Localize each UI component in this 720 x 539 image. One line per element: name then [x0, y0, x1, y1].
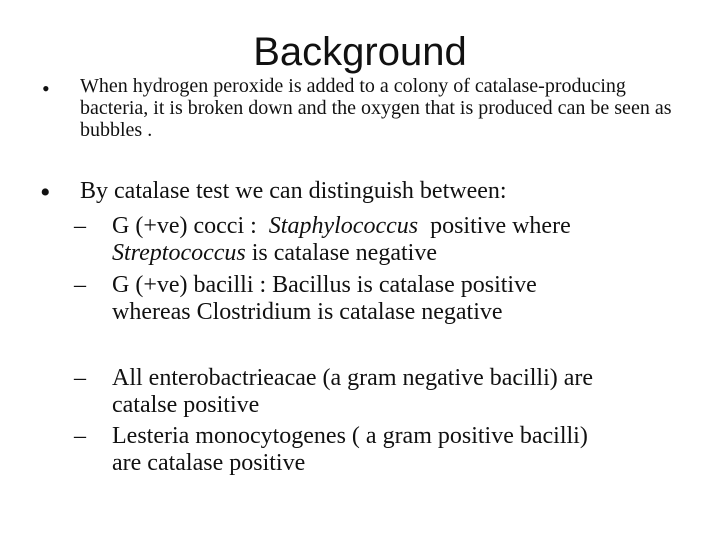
subitem-prefix: G (+ve) cocci : — [112, 213, 269, 239]
bullet-text: By catalase test we can distinguish between: — [80, 178, 507, 204]
subitem-text — [112, 213, 692, 267]
dash-icon: – — [74, 213, 86, 239]
dash-icon: – — [74, 272, 86, 298]
slide-title: Background — [253, 30, 467, 74]
subitem-line2: whereas Clostridium is catalase negative — [112, 299, 503, 325]
genus-streptococcus: Streptococcus — [112, 240, 246, 266]
subitem-line1: Lesteria monocytogenes ( a gram positive bacilli) — [112, 423, 588, 449]
subitem-line1: All enterobactrieacae (a gram negative bacilli) are — [112, 365, 594, 391]
subitem-suffix: is catalase negative — [245, 240, 437, 266]
bullet-icon: • — [40, 176, 51, 209]
dash-icon: – — [74, 365, 86, 391]
subitem-middle: positive where — [418, 213, 577, 239]
subitem-text — [112, 365, 692, 419]
dash-icon: – — [74, 423, 86, 449]
subitem-line1: G (+ve) bacilli : Bacillus is catalase positive — [112, 272, 537, 298]
subitem-line2: are catalase positive — [112, 450, 306, 476]
subitem-line2: catalse positive — [112, 392, 260, 418]
subitem-text — [112, 272, 692, 326]
bullet-icon: • — [42, 76, 50, 101]
genus-staphylococcus: Staphylococcus — [268, 213, 419, 239]
bullet-text: When hydrogen peroxide is added to a colony of catalase-producing bacteria, it is broken down and the oxygen that is produced can be seen as bubbles . — [80, 75, 672, 141]
subitem-text — [112, 423, 692, 477]
